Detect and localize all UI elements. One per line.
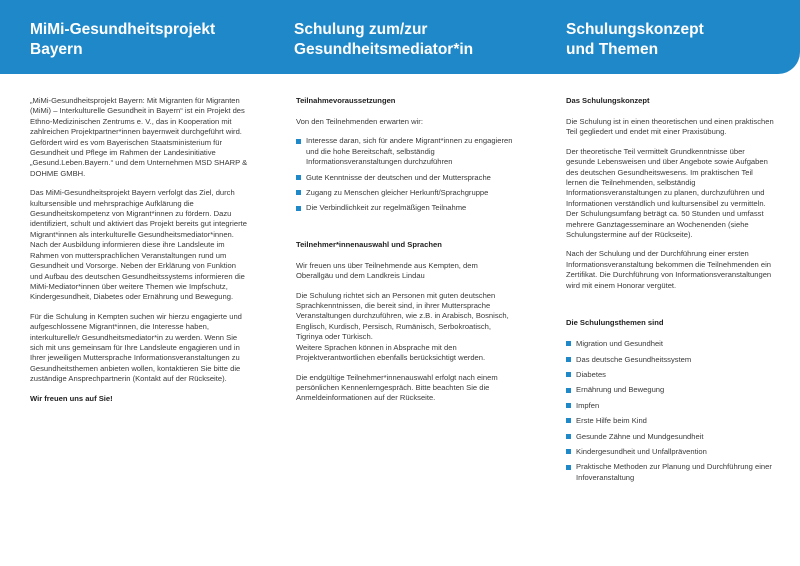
bullet-square-icon: [566, 357, 571, 362]
bullet-square-icon: [296, 206, 301, 211]
list-item: Erste Hilfe beim Kind: [566, 416, 776, 426]
bullet-square-icon: [566, 449, 571, 454]
selection-languages: Die Schulung richtet sich an Personen mit guten deutschen Sprachkenntnissen, die bereit sind, in ihrer Muttersprache Veranstaltungen durchzuführen, wie z.B. in Arabisch, Bosnisch, Englisch, Kurdisch, Persisch, Rumänisch, Serbokroatisch, Tigrinya oder Türkisch. Weitere Sprachen können in Absprache mit den Projektverantwortlichen ebenfalls berücksichtigt werden.: [296, 290, 509, 363]
list-item: Kindergesundheit und Unfallprävention: [566, 447, 776, 457]
concept-structure: Die Schulung ist in einen theoretischen und einen praktischen Teil gegliedert und endet mit einer Praxisübung.: [566, 117, 774, 137]
project-goal: Das MiMi-Gesundheitsprojekt Bayern verfolgt das Ziel, durch kultursensible und mehrsprachige Aufklärung die Gesundheitskompetenz von Migrant*innen zu fördern. Dazu identifiziert, schult und aktiviert das Projekt bereits gut integrierte Migrant*innen als interkulturelle Gesundheitsmediator*innen. Nach der Ausbildung informieren diese ihre Landsleute im Rahmen von muttersprachlichen Veranstaltungen rund um Gesundheit und Vorsorge. Neben der Erklärung von Funktion und Aufbau des deutschen Gesundheitssystems informieren die MiMi-Mediator*innen über weitere Themen wie Impfschutz, Kindergesundheit, Diabetes oder Ernährung und Bewegung.: [30, 188, 247, 302]
bullet-square-icon: [566, 341, 571, 346]
list-item: Diabetes: [566, 370, 776, 380]
selection-final: Die endgültige Teilnehmer*innenauswahl erfolgt nach einem persönlichen Kennenlerngespräch. Bitte beachten Sie die Anmeldeinformationen auf der Rückseite.: [296, 372, 498, 403]
bullet-square-icon: [296, 190, 301, 195]
col1-title: MiMi-Gesundheitsprojekt Bayern: [30, 21, 216, 58]
bullet-square-icon: [296, 139, 301, 144]
list-item: Migration und Gesundheit: [566, 339, 776, 349]
list-item: Gute Kenntnisse der deutschen und der Muttersprache: [296, 173, 514, 183]
list-item: Ernährung und Bewegung: [566, 385, 776, 395]
concept-theory: Der theoretische Teil vermittelt Grundkenntnisse über gesunde Lebensweisen und über Angebote sowie Aufgaben des deutschen Gesundheitswesens. Im praktischen Teil lernen die Teilnehmenden, selbständig Informationsveranstaltungen zu planen, durchzuführen und Informationen verständlich und kultursensibel zu vermitteln. Der Schulungsumfang beträgt ca. 50 Stunden und umfasst mehrere Ganztagesseminare an Wochenenden (siehe Schulungstermine auf der Rückseite).: [566, 146, 768, 240]
bullet-square-icon: [566, 372, 571, 377]
topics-list: [566, 339, 776, 483]
list-item: Das deutsche Gesundheitssystem: [566, 355, 776, 365]
header-banner: [0, 0, 800, 74]
project-intro: „MiMi-Gesundheitsprojekt Bayern: Mit Migranten für Migranten (MiMi) – Interkulturelle Gesundheit in Bayern“ ist ein Projekt des Ethno-Medizinischen Zentrums e. V., das in Kooperation mit zahlreichen Projektpartner*innen bayernweit durchgeführt wird. Gefördert wird es vom Bayerischen Staatsministerium für Gesundheit und Pflege im Rahmen der Landesinitiative „Gesund.Leben.Bayern.“ und dem Unternehmen MSD SHARP & DOHME GMBH.: [30, 96, 248, 178]
requirements-heading: Teilnahmevoraussetzungen: [296, 96, 396, 105]
col3-title: Schulungskonzept und Themen: [566, 21, 704, 58]
col2-title: Schulung zum/zur Gesundheitsmediator*in: [294, 21, 474, 58]
selection-region: Wir freuen uns über Teilnehmende aus Kempten, dem Oberallgäu und dem Landkreis Lindau: [296, 260, 478, 281]
requirements-intro: Von den Teilnehmenden erwarten wir:: [296, 117, 423, 126]
requirements-list: [296, 136, 514, 213]
list-item: Zugang zu Menschen gleicher Herkunft/Sprachgruppe: [296, 188, 514, 198]
column-training: [296, 96, 514, 413]
list-item: Die Verbindlichkeit zur regelmäßigen Teilnahme: [296, 203, 514, 213]
list-item: Gesunde Zähne und Mundgesundheit: [566, 432, 776, 442]
list-item: Interesse daran, sich für andere Migrant*innen zu engagieren und die hohe Bereitschaft, selbständig Informationsveranstaltungen durchzuführen: [296, 136, 514, 167]
bullet-square-icon: [296, 175, 301, 180]
selection-heading: Teilnehmer*innenauswahl und Sprachen: [296, 239, 442, 249]
column-project: [30, 96, 248, 413]
column-concept: [566, 96, 776, 491]
bullet-square-icon: [566, 418, 571, 423]
training-call: Für die Schulung in Kempten suchen wir hierzu engagierte und aufgeschlossene Migrant*innen, die Interesse haben, interkulturelle/r Gesundheitsmediator*in zu werden. Wenn Sie sich mit uns gemeinsam für Ihre Landsleute engagieren und in Ihrer jeweiligen Muttersprache Informationsveranstaltungen zu Gesundheitsthemen anbieten wollen, kontaktieren Sie bitte die zuständige Ansprechpartnerin (Kontakt auf der Rückseite).: [30, 311, 242, 384]
list-item: Praktische Methoden zur Planung und Durchführung einer Infoveranstaltung: [566, 462, 776, 483]
concept-certificate: Nach der Schulung und der Durchführung einer ersten Informationsveranstaltung bekommen die Teilnehmenden ein Zertifikat. Die Durchführung von Informationsveranstaltungen wird mit einem Honorar vergütet.: [566, 249, 772, 290]
list-item: Impfen: [566, 401, 776, 411]
bullet-square-icon: [566, 465, 571, 470]
closing-line: Wir freuen uns auf Sie!: [30, 393, 113, 403]
bullet-square-icon: [566, 403, 571, 408]
topics-heading: Die Schulungsthemen sind: [566, 318, 664, 328]
bullet-square-icon: [566, 434, 571, 439]
bullet-square-icon: [566, 388, 571, 393]
concept-heading: Das Schulungskonzept: [566, 96, 650, 105]
